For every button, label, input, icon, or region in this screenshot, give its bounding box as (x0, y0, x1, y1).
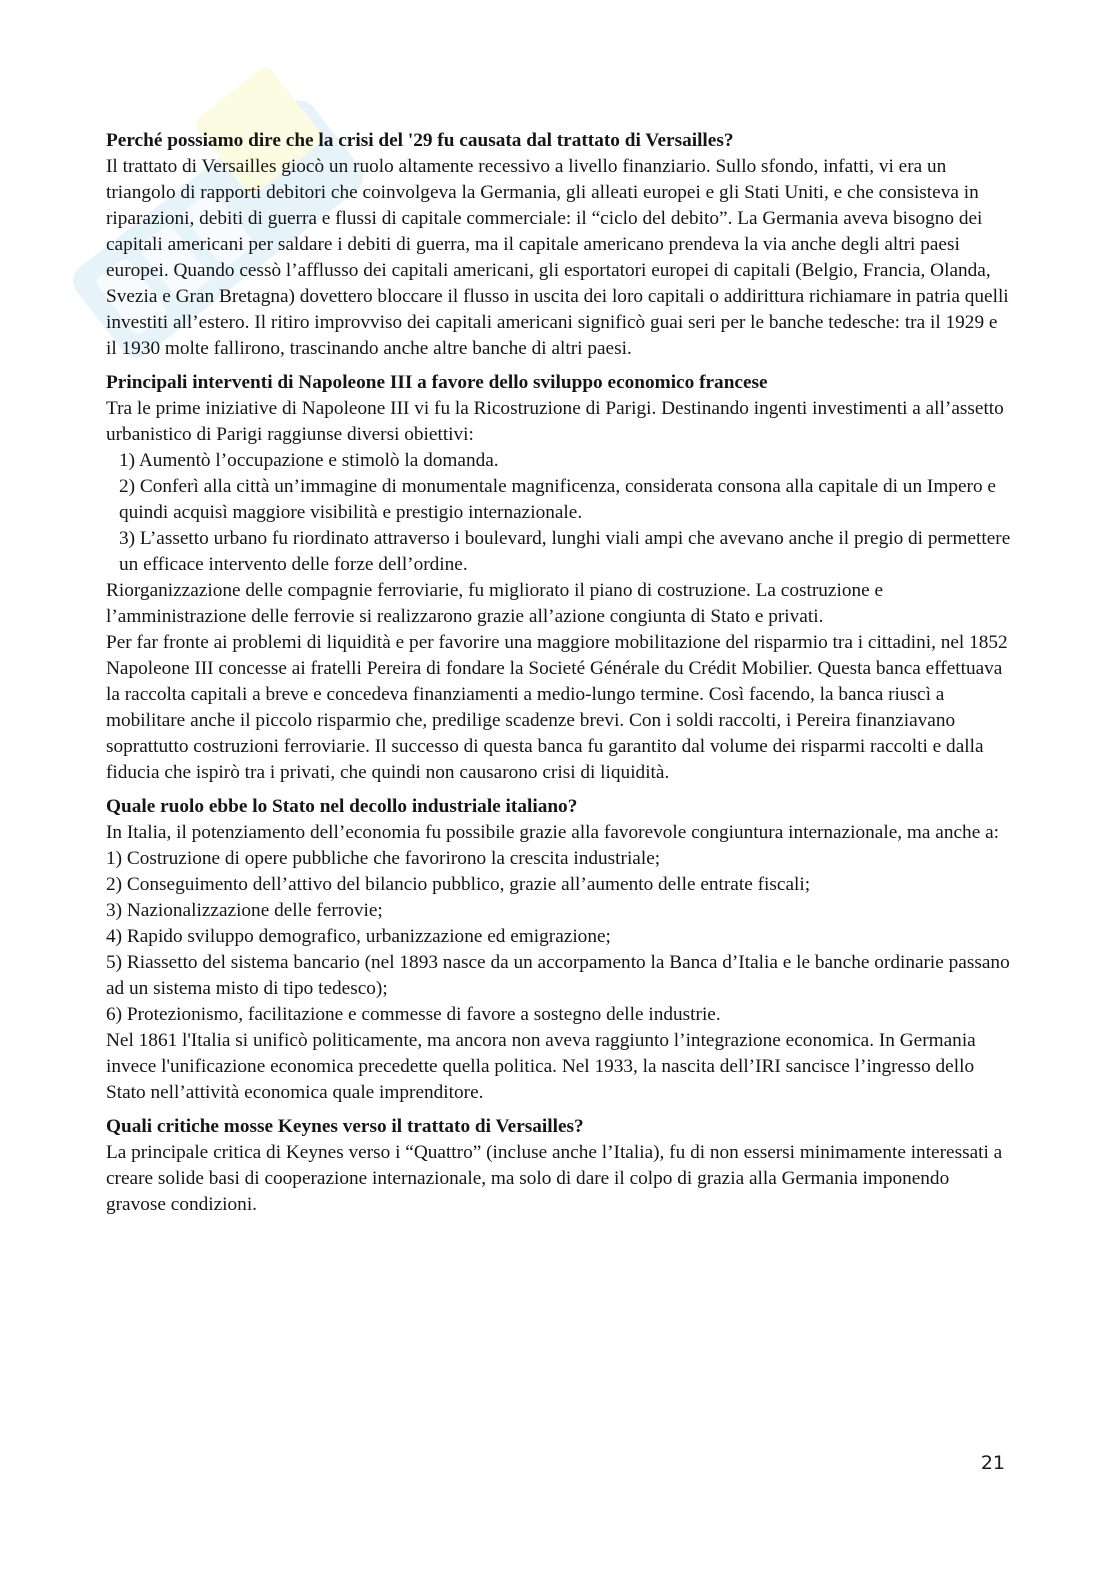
paragraph: Tra le prime iniziative di Napoleone III vi fu la Ricostruzione di Parigi. Destinando ingenti investimenti a all’assetto urbanistico di Parigi raggiunse diversi obiettivi: (106, 398, 1004, 445)
section-heading: Quali critiche mosse Keynes verso il trattato di Versailles? (106, 1116, 584, 1137)
list-item: 1) Costruzione di opere pubbliche che favorirono la crescita industriale; (106, 848, 661, 869)
list-item: 3) L’assetto urbano fu riordinato attraverso i boulevard, lunghi viali ampi che avevano anche il pregio di permettere un efficace intervento delle forze dell’ordine. (119, 528, 1011, 575)
section-heading: Quale ruolo ebbe lo Stato nel decollo industriale italiano? (106, 796, 578, 817)
list-item: 4) Rapido sviluppo demografico, urbanizzazione ed emigrazione; (106, 926, 611, 947)
paragraph: Per far fronte ai problemi di liquidità e per favorire una maggiore mobilitazione del risparmio tra i cittadini, nel 1852 Napoleone III concesse ai fratelli Pereira di fondare la Societé Générale du Crédit Mobilier. Questa banca effettuava la raccolta capitali a breve e concedeva finanziamenti a medio-lungo termine. Così facendo, la banca riuscì a mobilitare anche il piccolo risparmio che, predilige scadenze brevi. Con i soldi raccolti, i Pereira finanziavano soprattutto costruzioni ferroviarie. Il successo di questa banca fu garantito dal volume dei risparmi raccolti e dalla fiducia che ispirò tra i privati, che quindi non causarono crisi di liquidità. (106, 632, 1008, 783)
page-number: 21 (980, 1452, 1005, 1474)
list-item: 6) Protezionismo, facilitazione e commesse di favore a sostegno delle industrie. (106, 1004, 721, 1025)
list-item: 1) Aumentò l’occupazione e stimolò la domanda. (119, 450, 499, 471)
list-item: 2) Conferì alla città un’immagine di monumentale magnificenza, considerata consona alla capitale di un Impero e quindi acquisì maggiore visibilità e prestigio internazionale. (119, 476, 996, 523)
section-heading: Perché possiamo dire che la crisi del '29 fu causata dal trattato di Versailles? (106, 130, 734, 151)
paragraph: La principale critica di Keynes verso i “Quattro” (incluse anche l’Italia), fu di non essersi minimamente interessati a creare solide basi di cooperazione internazionale, ma solo di dare il colpo di grazia alla Germania imponendo gravose condizioni. (106, 1142, 1003, 1215)
paragraph: Riorganizzazione delle compagnie ferroviarie, fu migliorato il piano di costruzione. La costruzione e l’amministrazione delle ferrovie si realizzarono grazie all’azione congiunta di Stato e privati. (106, 580, 884, 627)
document-body (106, 128, 1011, 1218)
section-heading: Principali interventi di Napoleone III a favore dello sviluppo economico francese (106, 372, 768, 393)
list-item: 5) Riassetto del sistema bancario (nel 1893 nasce da un accorpamento la Banca d’Italia e le banche ordinarie passano ad un sistema misto di tipo tedesco); (106, 952, 1010, 999)
list-item: 2) Conseguimento dell’attivo del bilancio pubblico, grazie all’aumento delle entrate fiscali; (106, 874, 811, 895)
list-item: 3) Nazionalizzazione delle ferrovie; (106, 900, 383, 921)
paragraph: Il trattato di Versailles giocò un ruolo altamente recessivo a livello finanziario. Sullo sfondo, infatti, vi era un triangolo di rapporti debitori che coinvolgeva la Germania, gli alleati europei e gli Stati Uniti, e che consisteva in riparazioni, debiti di guerra e flussi di capitale commerciale: il “ciclo del debito”. La Germania aveva bisogno dei capitali americani per saldare i debiti di guerra, ma il capitale americano prendeva la via anche degli altri paesi europei. Quando cessò l’afflusso dei capitali americani, gli esportatori europei di capitali (Belgio, Francia, Olanda, Svezia e Gran Bretagna) dovettero bloccare il flusso in uscita dei loro capitali o addirittura richiamare in patria quelli investiti all’estero. Il ritiro improvviso dei capitali americani significò guai seri per le banche tedesche: tra il 1929 e il 1930 molte fallirono, trascinando anche altre banche di altri paesi. (106, 156, 1009, 359)
paragraph: In Italia, il potenziamento dell’economia fu possibile grazie alla favorevole congiuntura internazionale, ma anche a: (106, 822, 999, 843)
paragraph: Nel 1861 l'Italia si unificò politicamente, ma ancora non aveva raggiunto l’integrazione economica. In Germania invece l'unificazione economica precedette quella politica. Nel 1933, la nascita dell’IRI sancisce l’ingresso dello Stato nell’attività economica quale imprenditore. (106, 1030, 976, 1103)
